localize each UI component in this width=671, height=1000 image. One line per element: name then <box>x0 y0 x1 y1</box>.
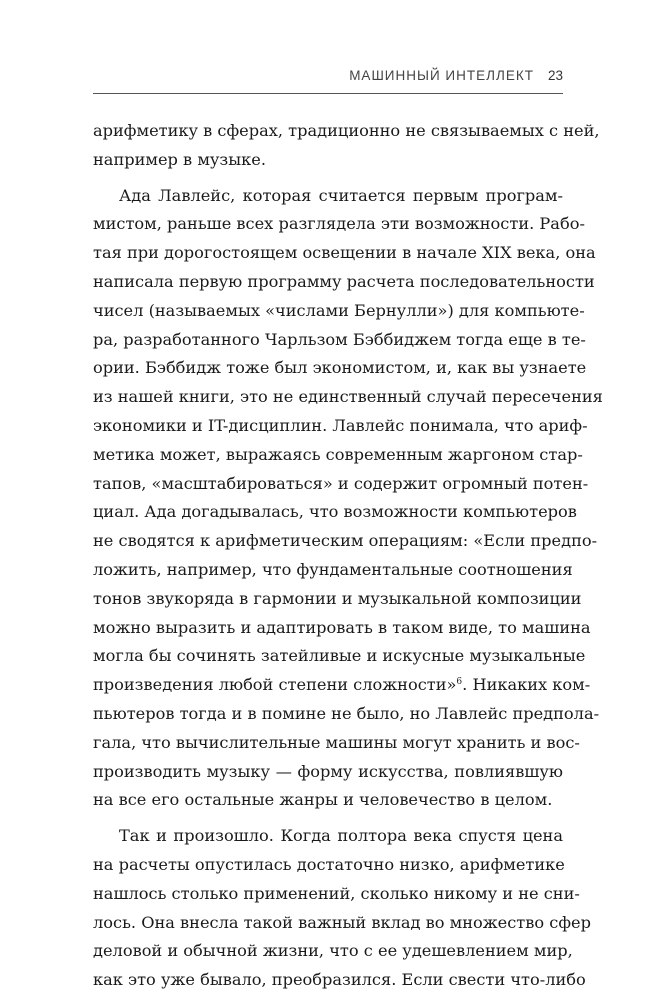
paragraph-1 <box>93 117 600 175</box>
text-line: ории. Бэббидж тоже был экономистом, и, как вы узнаете <box>93 358 587 378</box>
text-line <box>93 671 591 700</box>
paragraph-3 <box>93 822 591 995</box>
text-line: экономики и IT-дисциплин. Лавлейс понимала, что ариф- <box>93 415 588 435</box>
text-line: как это уже бывало, преобразился. Если свести что-либо <box>93 970 586 990</box>
text-line: ра, разработанного Чарльзом Бэббиджем тогда еще в те- <box>93 329 586 349</box>
text-line: тапов, «масштабироваться» и содержит огромный потен- <box>93 473 589 493</box>
text-line: пьютеров тогда и в помине не было, но Лавлейс предпола- <box>93 703 600 723</box>
text-line: не сводятся к арифметическим операциям: «Если предпо- <box>93 531 598 551</box>
text-line: мистом, раньше всех разглядела эти возможности. Рабо- <box>93 214 585 234</box>
text-line: могла бы сочинять затейливые и искусные музыкальные <box>93 646 586 666</box>
text-line: Ада Лавлейс, которая считается первым програм- <box>119 185 563 205</box>
text-line: Так и произошло. Когда полтора века спустя цена <box>119 826 563 846</box>
text-line: нашлось столько применений, сколько никому и не сни- <box>93 883 580 903</box>
text-line: написала первую программу расчета последовательности <box>93 271 595 291</box>
body-text <box>93 117 603 995</box>
text-line: чисел (называемых «числами Бернулли») для компьюте- <box>93 300 585 320</box>
text-line: деловой и обычной жизни, что с ее удешевлением мир, <box>93 941 573 961</box>
text-line: производить музыку — форму искусства, повлиявшую <box>93 761 563 781</box>
running-header <box>93 68 563 83</box>
text-line: ложить, например, что фундаментальные соотношения <box>93 559 573 579</box>
page-number: 23 <box>547 68 563 83</box>
text-line: например в музыке. <box>93 149 266 169</box>
footnote-marker: 6 <box>456 677 463 688</box>
text-line: циал. Ада догадывалась, что возможности компьютеров <box>93 502 577 522</box>
text-segment: произведения любой степени сложности» <box>93 675 457 695</box>
text-line: можно выразить и адаптировать в таком виде, то машина <box>93 617 591 637</box>
text-line: арифметику в сферах, традиционно не связываемых с ней, <box>93 121 600 140</box>
text-line: тая при дорогостоящем освещении в начале XIX века, она <box>93 243 596 263</box>
text-line: тонов звукоряда в гармонии и музыкальной композиции <box>93 588 582 608</box>
text-line: из нашей книги, это не единственный случай пересечения <box>93 387 603 407</box>
text-segment: . Никаких ком- <box>462 675 591 695</box>
header-rule <box>93 93 563 94</box>
text-line: метика может, выражаясь современным жаргоном стар- <box>93 444 583 464</box>
text-line: на расчеты опустилась достаточно низко, арифметике <box>93 854 565 874</box>
text-line: гала, что вычислительные машины могут хранить и вос- <box>93 732 580 752</box>
text-line: лось. Она внесла такой важный вклад во множество сфер <box>93 912 591 932</box>
running-title: МАШИННЫЙ ИНТЕЛЛЕКТ <box>349 68 534 83</box>
text-line: на все его остальные жанры и человечество в целом. <box>93 790 553 810</box>
paragraph-2 <box>93 182 603 816</box>
